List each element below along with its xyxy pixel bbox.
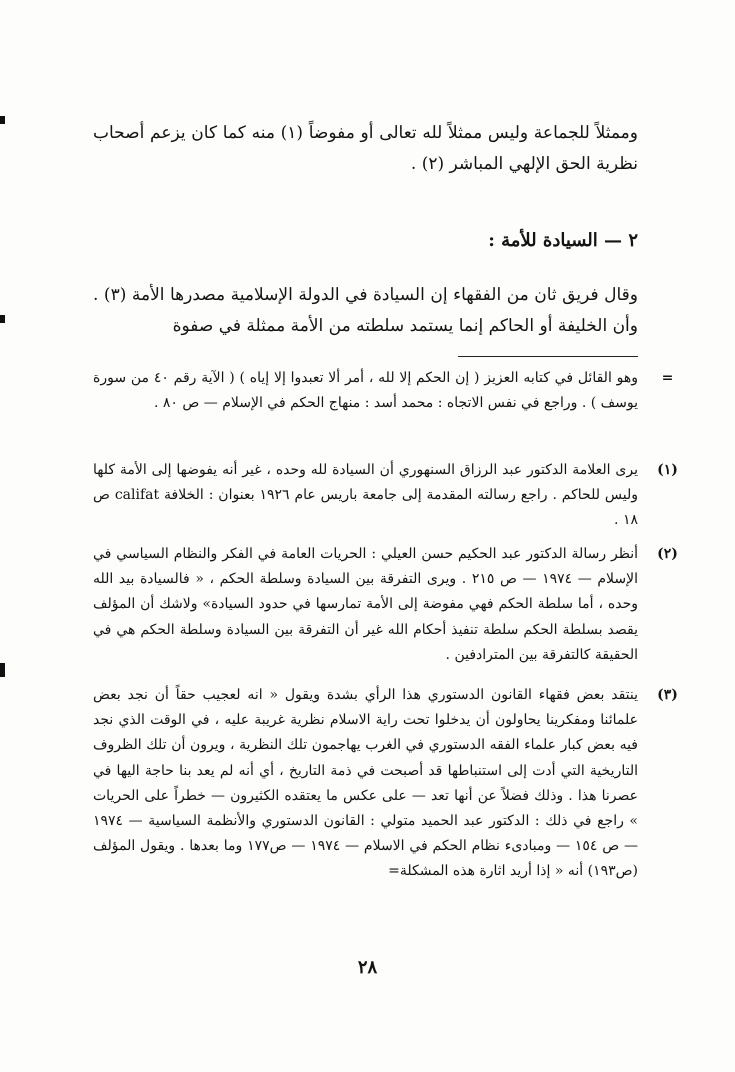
footnote-text: ينتقد بعض فقهاء القانون الدستوري هذا الرأي بشدة ويقول « انه لعجيب حقاً أن نجد بعض علمائنا ومفكرينا يحاولون أن يدخلوا تحت راية الاسلام نظرية غريبة عليه ، في الوقت الذي نجد فيه بعض كبار علماء الفقه الدستوري في الغرب يهاجمون تلك النظرية ، ويرون أن تلك الظروف التاريخية التي أدت إلى استنباطها قد أصبحت في ذمة التاريخ ، أي أنه لم يعد بنا حاجة اليها في عصرنا هذا . وذلك فضلاً عن أنها تعد — على عكس ما يعتقده الكثيرون — خطراً على الحريات » راجع في ذلك : الدكتور عبد الحميد متولي : القانون الدستوري والأنظمة السياسية — ١٩٧٤ — ص ١٥٤ — ومبادىء نظام الحكم في الاسلام — ١٩٧٤ — ص١٧٧ وما بعدها . ويقول المؤلف (ص١٩٣) أنه « إذا أريد اثارة هذه المشكلة=: [93, 687, 639, 880]
binding-mark: [0, 116, 5, 124]
footnote-1: [93, 458, 678, 534]
footnote-continued: [93, 366, 674, 416]
footnote-marker: =: [661, 370, 674, 386]
binding-mark: [0, 663, 5, 677]
body-paragraph-1: وممثلاً للجماعة وليس ممثلاً لله تعالى أو مفوضاً (١) منه كما كان يزعم أصحاب نظرية الحق الإلهي المباشر (٢) .: [93, 123, 638, 174]
footnote-2: [93, 542, 678, 668]
binding-mark: [0, 315, 5, 323]
footnote-marker: (٢): [657, 546, 678, 562]
page-number: ٢٨: [357, 957, 378, 978]
footnote-separator: [458, 356, 638, 357]
footnote-marker: (١): [657, 462, 678, 478]
footnote-text: يرى العلامة الدكتور عبد الرزاق السنهوري أن السيادة لله وحده ، غير أنه يفوضها إلى الأمة كلها وليس للحاكم . راجع رسالته المقدمة إلى جامعة باريس عام ١٩٢٦ بعنوان : الخلافة califat ص ١٨ .: [93, 462, 638, 529]
section-heading: ٢ — السيادة للأمة :: [488, 230, 638, 251]
footnote-text: أنظر رسالة الدكتور عبد الحكيم حسن العيلي : الحريات العامة في الفكر والنظام السياسي في الإسلام — ١٩٧٤ — ص ٢١٥ . ويرى التفرقة بين السيادة وسلطة الحكم ، « فالسيادة بيد الله وحده ، أما سلطة الحكم فهي مفوضة إلى الأمة تمارسها في حدود السيادة» ولاشك أن المؤلف يقصد بسلطة الحكم سلطة تنفيذ أحكام الله غير أن التفرقة بين السيادة وسلطة الحكم هي في الحقيقة كالتفرقة بين المترادفين .: [93, 546, 638, 663]
body-paragraph-2: وقال فريق ثان من الفقهاء إن السيادة في الدولة الإسلامية مصدرها الأمة (٣) . وأن الخليفة أو الحاكم إنما يستمد سلطته من الأمة ممثلة في صفوة: [93, 285, 638, 336]
footnote-3: [93, 683, 678, 885]
footnote-marker: (٣): [657, 687, 678, 703]
footnote-text: وهو القائل في كتابه العزيز ( إن الحكم إلا لله ، أمر ألا تعبدوا إلا إياه ) ( الآية رقم ٤٠ من سورة يوسف ) . وراجع في نفس الاتجاه : محمد أسد : منهاج الحكم في الإسلام — ص ٨٠ .: [93, 370, 638, 412]
